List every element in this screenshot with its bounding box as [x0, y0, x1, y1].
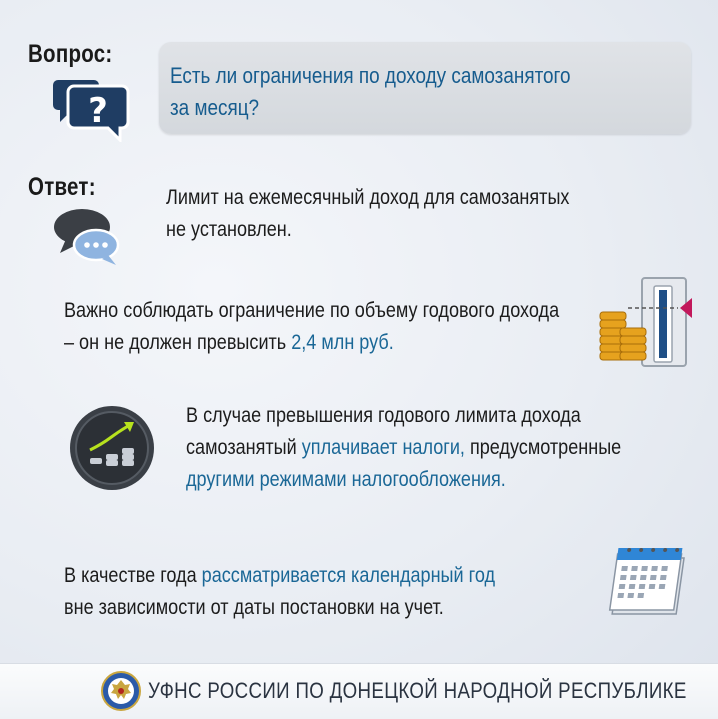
annual-limit-amount: 2,4 млн руб. — [291, 331, 394, 354]
coins-limit-gauge-icon — [598, 276, 694, 368]
question-label: Вопрос: — [28, 40, 113, 68]
question-bubbles-icon — [52, 72, 132, 142]
exceed-line-3: другими режимами налогообложения. — [186, 468, 506, 491]
question-line-1: Есть ли ограничения по доходу самозанятого — [170, 63, 571, 88]
answer-bubbles-icon — [52, 205, 122, 267]
question-text — [170, 60, 617, 124]
question-line-2: за месяц? — [170, 95, 260, 120]
annual-line-1: Важно соблюдать ограничение по объему годового дохода — [64, 299, 560, 322]
exceed-text — [186, 400, 621, 496]
answer-text — [166, 182, 569, 246]
svg-text:?: ? — [88, 91, 108, 131]
fns-emblem-icon — [100, 670, 142, 712]
calendar-icon — [606, 544, 696, 620]
year-line-1: В качестве года рассматривается календарный год — [64, 564, 496, 587]
exceed-highlight-taxes: уплачивает налоги, — [301, 436, 465, 459]
answer-line-1: Лимит на ежемесячный доход для самозанятых — [166, 186, 570, 209]
answer-label: Ответ: — [28, 173, 96, 201]
annual-limit-text — [64, 295, 559, 359]
footer-org-name: УФНС РОССИИ ПО ДОНЕЦКОЙ НАРОДНОЙ РЕСПУБЛИКЕ — [148, 678, 687, 703]
year-text — [64, 560, 495, 624]
exceed-line-1: В случае превышения годового лимита дохода — [186, 404, 581, 427]
annual-line-2: – он не должен превысить 2,4 млн руб. — [64, 331, 394, 354]
year-line-2: вне зависимости от даты постановки на учет. — [64, 596, 444, 619]
growth-chart-icon — [68, 404, 156, 492]
exceed-line-2: самозанятый уплачивает налоги, предусмотренные — [186, 436, 622, 459]
answer-line-2: не установлен. — [166, 218, 292, 241]
year-highlight: рассматривается календарный год — [201, 564, 496, 587]
